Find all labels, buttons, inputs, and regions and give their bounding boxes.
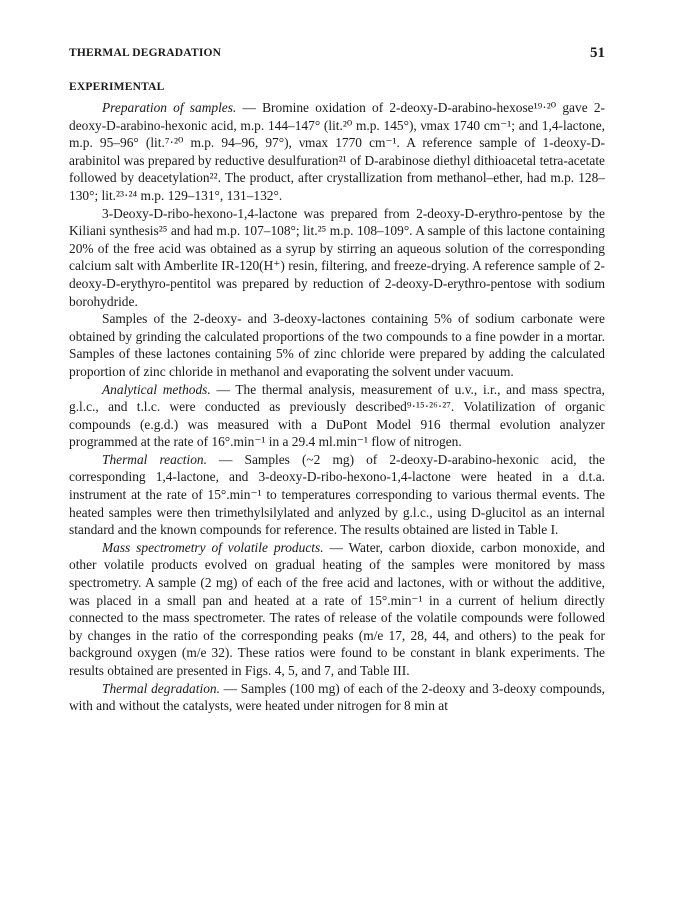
section-heading: EXPERIMENTAL <box>69 81 165 93</box>
paragraph-heading: Thermal reaction. <box>102 451 207 467</box>
paragraph-text: — The thermal analysis, measurement of u.v., i.r., and mass spectra, g.l.c., and t.l.c. were conducted as previously described⁹·¹⁵·²⁶·²⁷. Volatilization of organic compounds (e.g.d.) was measured with a DuPont Model 916 thermal evolution analyzer programmed at the rate of 16°.min⁻¹ in a 29.4 ml.min⁻¹ flow of nitrogen. <box>69 381 605 450</box>
paragraph-analytical-methods <box>69 381 605 451</box>
paragraph-samples <box>69 310 605 380</box>
paragraph-text: — Samples (~2 mg) of 2-deoxy-D-arabino-hexonic acid, the corresponding 1,4-lactone, and 3-deoxy-D-ribo-hexono-1,4-lactone were heated in a d.t.a. instrument at the rate of 15°.min⁻¹ to temperatures corresponding to various thermal events. The heated samples were then trimethylsilylated and anlyzed by g.l.c., using D-glucitol as an internal standard and the known compounds for reference. The results obtained are listed in Table I. <box>69 451 605 538</box>
paragraph-thermal-degradation <box>69 680 605 715</box>
paragraph-3-deoxy <box>69 205 605 311</box>
paragraph-heading: Mass spectrometry of volatile products. <box>102 539 324 555</box>
paragraph-heading: Analytical methods. <box>102 381 211 397</box>
paragraph-thermal-reaction <box>69 451 605 539</box>
paragraph-text: — Samples (100 mg) of each of the 2-deoxy and 3-deoxy compounds, with and without the catalysts, were heated under nitrogen for 8 min at <box>69 680 605 714</box>
paragraph-heading: Thermal degradation. <box>102 680 220 696</box>
paragraph-heading: Preparation of samples. <box>102 100 237 115</box>
paragraph-text: Samples of the 2-deoxy- and 3-deoxy-lactones containing 5% of sodium carbonate were obtained by grinding the calculated proportions of the two compounds to a fine powder in a mortar. Samples of these lactones containing 5% of zinc chloride were prepared by adding the calculated proportion of zinc chloride in methanol and evaporating the solvent under vacuum. <box>69 311 605 379</box>
paragraph-mass-spectrometry <box>69 539 605 680</box>
paragraph-preparation <box>69 99 605 205</box>
body-text <box>69 99 605 715</box>
running-title: THERMAL DEGRADATION <box>69 47 222 59</box>
page-number: 51 <box>590 45 605 61</box>
running-head <box>69 45 605 65</box>
paragraph-text: — Water, carbon dioxide, carbon monoxide, and other volatile products evolved on gradual heating of the samples were monitored by mass spectrometry. A sample (2 mg) of each of the free acid and lactones, with or without the additive, was placed in a small pan and heated at a rate of 15°.min⁻¹ in a current of helium directly connected to the mass spectrometer. The rates of release of the volatile compounds were followed by changes in the ratio of the corresponding peaks (m/e 17, 28, 44, and others) to the peak for background oxygen (m/e 32). These ratios were found to be constant in blank experiments. The results obtained are presented in Figs. 4, 5, and 7, and Table III. <box>69 539 605 678</box>
paragraph-text: — Bromine oxidation of 2-deoxy-D-arabino-hexose¹⁹·²⁰ gave 2-deoxy-D-arabino-hexonic acid, m.p. 144–147° (lit.²⁰ m.p. 145°), νmax 1740 cm⁻¹; and 1,4-lactone, m.p. 95–96° (lit.⁷·²⁰ m.p. 94–96, 97°), νmax 1770 cm⁻¹. A reference sample of 1-deoxy-D-arabinitol was prepared by reductive desulfuration²¹ of D-arabinose diethyl dithioacetal tetra-acetate followed by deacetylation²². The product, after crystallization from methanol–ether, had m.p. 128–130°; lit.²³·²⁴ m.p. 129–131°, 131–132°. <box>69 100 606 203</box>
paragraph-text: 3-Deoxy-D-ribo-hexono-1,4-lactone was prepared from 2-deoxy-D-erythro-pentose by the Kiliani synthesis²⁵ and had m.p. 107–108°; lit.²⁵ m.p. 108–109°. A sample of this lactone containing 20% of the free acid was obtained as a syrup by stirring an aqueous solution of the corresponding calcium salt with Amberlite IR-120(H⁺) resin, filtering, and freeze-drying. A reference sample of 2-deoxy-D-erythyro-pentitol was prepared by reduction of 2-deoxy-D-erythro-pentose with sodium borohydride. <box>69 205 605 309</box>
